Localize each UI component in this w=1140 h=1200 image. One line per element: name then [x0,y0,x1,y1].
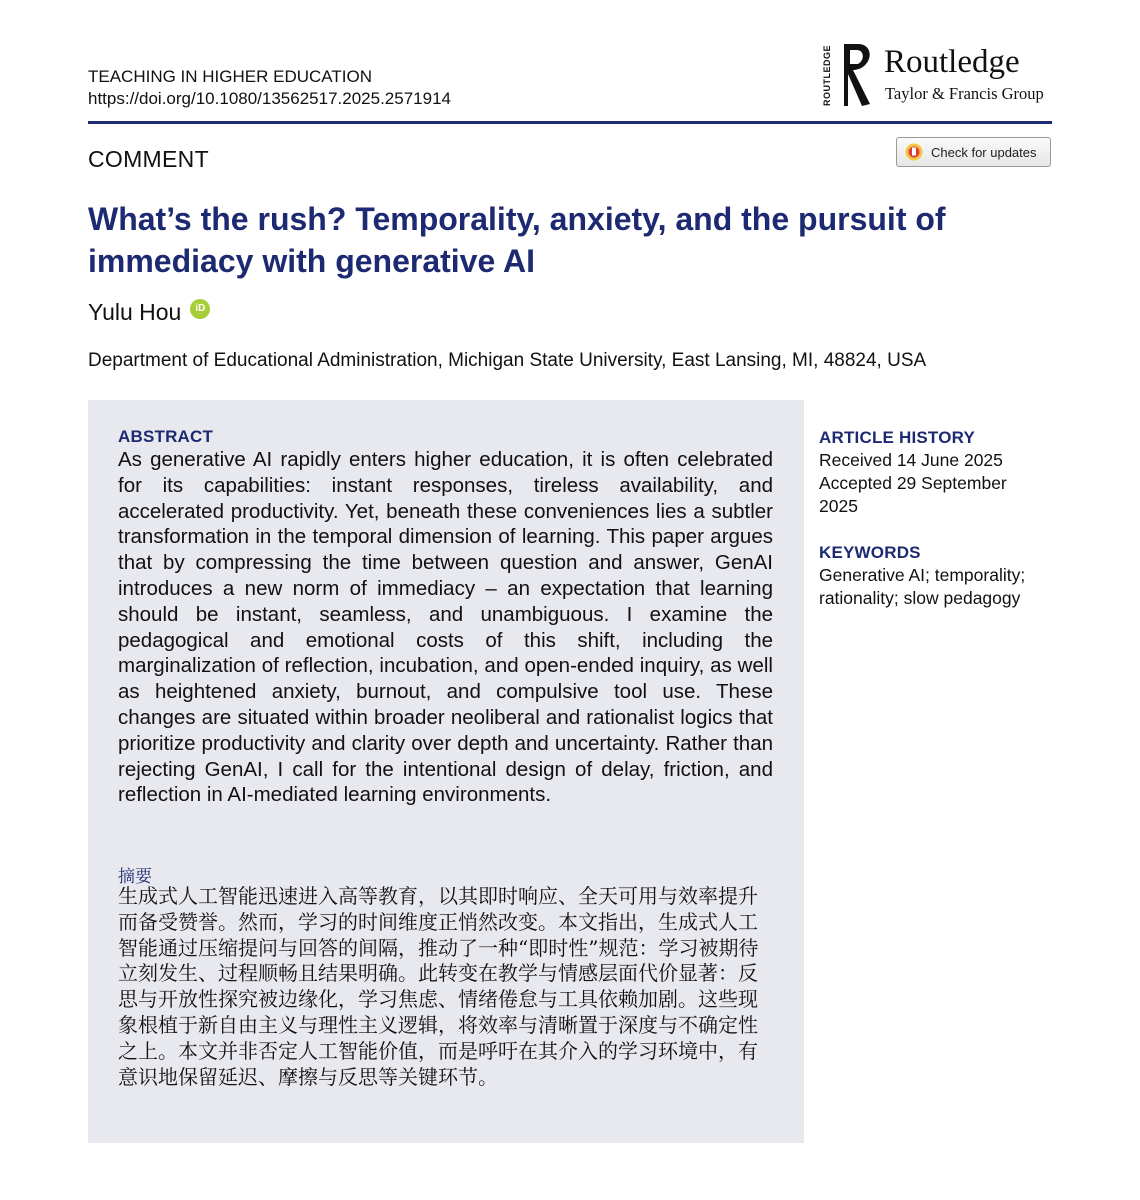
publisher-group: Taylor & Francis Group [885,84,1044,103]
received-date: Received 14 June 2025 [819,450,1003,470]
keywords [819,542,1059,610]
publisher-name: Routledge [884,44,1020,80]
abstract-zh-text: 生成式人工智能迅速进入高等教育，以其即时响应、全天可用与效率提升而备受赞誉。然而，学习的时间维度正悄然改变。本文指出，生成式人工智能通过压缩提问与回答的间隔，推动了一种“即时性”规范：学习被期待立刻发生、过程顺畅且结果明确。此转变在教学与情感层面代价显著：反思与开放性探究被边缘化，学习焦虑、情绪倦怠与工具依赖加剧。这些现象根植于新自由主义与理性主义逻辑，将效率与清晰置于深度与不确定性之上。本文并非否定人工智能价值，而是呼吁在其介入的学习环境中，有意识地保留延迟、摩擦与反思等关键环节。 [118,884,759,1089]
check-for-updates-label: Check for updates [931,144,1037,160]
abstract-text: As generative AI rapidly enters higher education, it is often celebrated for its capabilities: instant responses, tireless availability, and accelerated productivity. Yet, beneath these conveniences lies a subtler transformation in the temporal dimension of learning. This paper argues that by compressing the time between question and answer, GenAI introduces a new norm of immediacy – an expectation that learning should be instant, seamless, and unambiguous. I examine the pedagogical and emotional costs of this shift, including the marginalization of reflection, incubation, and open-ended inquiry, as well as heightened anxiety, burnout, and compulsive tool use. These changes are situated within broader neoliberal and rationalist logics that prioritize productivity and clarity over depth and uncertainty. Rather than rejecting GenAI, I call for the intentional design of delay, friction, and reflection in AI-mediated learning environments. [118,448,773,807]
keywords-heading: KEYWORDS [819,543,921,562]
orcid-icon[interactable]: iD [190,299,210,319]
publisher-side-text: ROUTLEDGE [822,44,832,106]
abstract-zh-heading: 摘要 [118,867,152,887]
journal-header [88,66,451,110]
article-history [819,427,1059,518]
crossmark-icon [905,143,923,161]
publisher-logo [822,40,1062,112]
routledge-r-icon [840,42,876,108]
article-title: What’s the rush? Temporality, anxiety, and the pursuit of immediacy with generative AI [88,201,946,279]
journal-doi[interactable]: https://doi.org/10.1080/13562517.2025.2571914 [88,89,451,108]
header-rule [88,121,1052,124]
author-name[interactable]: Yulu Hou [88,299,182,325]
keywords-line-1: Generative AI; temporality; [819,565,1026,585]
accepted-year: 2025 [819,496,858,516]
article-type: COMMENT [88,146,209,172]
author-affiliation: Department of Educational Administration, Michigan State University, East Lansing, MI, 48824, USA [88,350,927,371]
abstract-heading: ABSTRACT [118,427,214,446]
keywords-line-2: rationality; slow pedagogy [819,588,1021,608]
check-for-updates-button[interactable] [896,137,1051,167]
journal-name: TEACHING IN HIGHER EDUCATION [88,67,372,86]
article-history-heading: ARTICLE HISTORY [819,428,976,447]
author-line [88,299,210,326]
abstract-panel [88,400,804,1143]
accepted-date: Accepted 29 September [819,473,1007,493]
